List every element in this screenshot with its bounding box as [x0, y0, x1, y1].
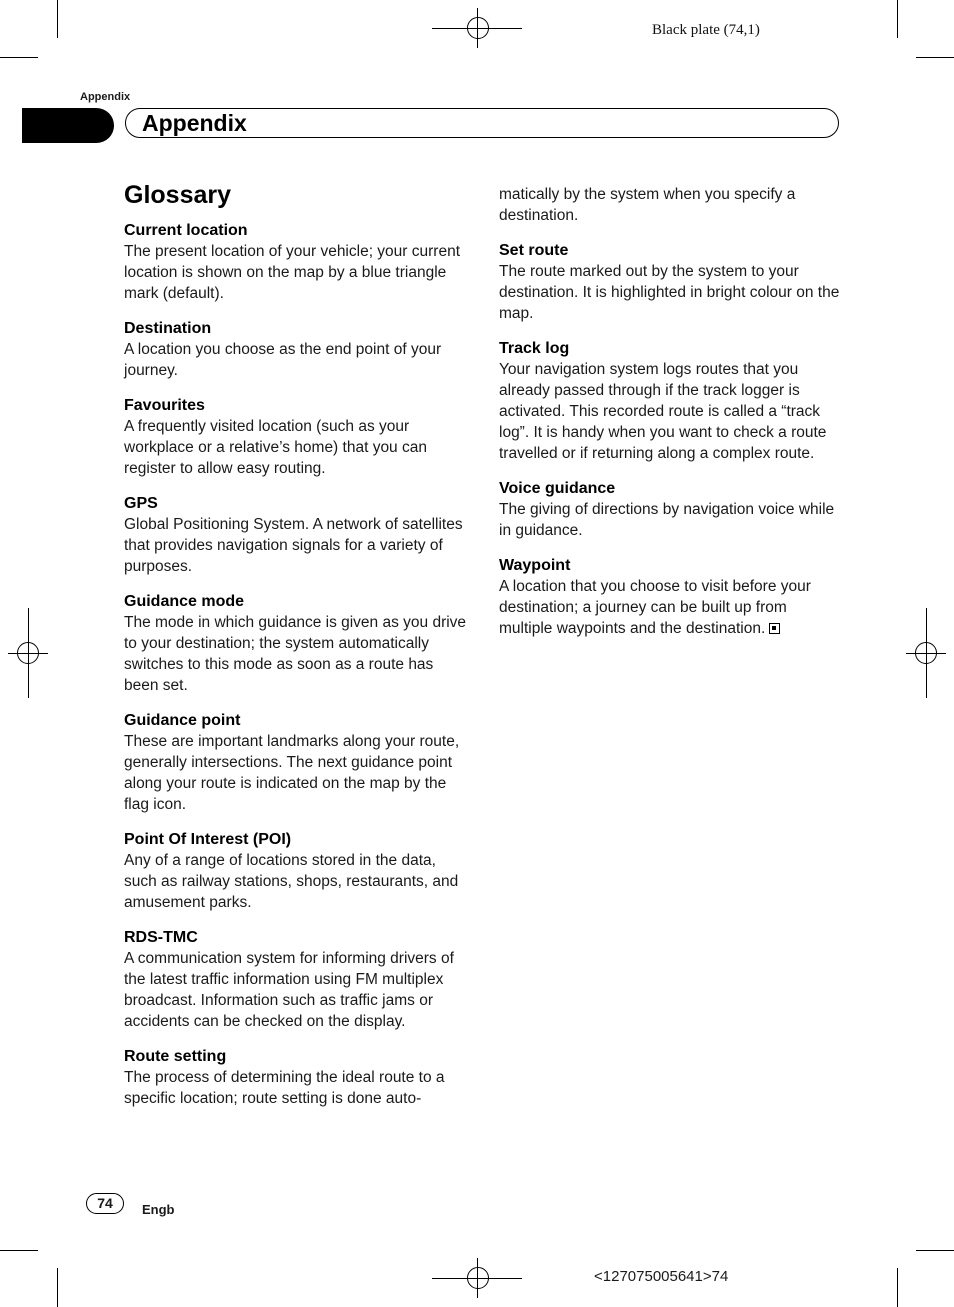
section-title: Appendix [142, 110, 247, 136]
glossary-definition: A communication system for informing drivers of the latest traffic information using FM multiplex broadcast. Information such as traffic jams or accidents can be checked on the display. [124, 950, 454, 1030]
glossary-entry [124, 829, 469, 913]
page-number: 74 [86, 1193, 124, 1214]
glossary-entry [124, 1046, 469, 1109]
glossary-definition: Your navigation system logs routes that you already passed through if the track logger is activated. This recorded route is called a “track log”. It is handy when you want to check a route travelled or if returning along a complex route. [499, 361, 827, 462]
glossary-definition: Any of a range of locations stored in the data, such as railway stations, shops, restaurants, and amusement parks. [124, 852, 459, 911]
glossary-definition-last [499, 576, 844, 639]
glossary-term: Point Of Interest (POI) [124, 831, 292, 848]
glossary-entry [124, 318, 469, 381]
plate-label: Black plate (74,1) [652, 22, 760, 38]
glossary-term: Track log [499, 340, 570, 357]
glossary-definition: The mode in which guidance is given as you drive to your destination; the system automatically switches to this mode as soon as a route has been set. [124, 614, 467, 694]
glossary-entry [124, 591, 469, 696]
glossary-term: Set route [499, 242, 569, 259]
section-tab [22, 108, 114, 143]
glossary-right-column [499, 184, 844, 653]
glossary-term: Favourites [124, 397, 205, 414]
glossary-entry [499, 555, 844, 639]
glossary-definition: The giving of directions by navigation voice while in guidance. [499, 501, 835, 539]
glossary-entry [124, 493, 469, 577]
glossary-definition: The route marked out by the system to your destination. It is highlighted in bright colour on the map. [499, 263, 840, 322]
glossary-definition: The present location of your vehicle; your current location is shown on the map by a blue triangle mark (default). [124, 243, 461, 302]
glossary-entry [124, 395, 469, 479]
page-title: Glossary [124, 181, 232, 209]
glossary-term: Guidance mode [124, 593, 245, 610]
glossary-term: RDS-TMC [124, 929, 198, 946]
glossary-definition: A location that you choose to visit before your destination; a journey can be built up from multiple waypoints and the destination. [499, 578, 811, 637]
glossary-definition: Global Positioning System. A network of satellites that provides navigation signals for a variety of purposes. [124, 516, 463, 575]
glossary-left-column [124, 220, 469, 1123]
glossary-definition: The process of determining the ideal route to a specific location; route setting is done auto- [124, 1069, 445, 1107]
glossary-definition: A frequently visited location (such as your workplace or a relative’s home) that you can register to allow easy routing. [124, 418, 427, 477]
language-code: Engb [142, 1202, 175, 1217]
glossary-term: Current location [124, 222, 248, 239]
document-code: <127075005641>74 [594, 1268, 729, 1285]
glossary-definition: These are important landmarks along your route, generally intersections. The next guidance point along your route is indicated on the map by the flag icon. [124, 733, 460, 813]
glossary-continuation: matically by the system when you specify a destination. [499, 186, 796, 224]
glossary-term: Guidance point [124, 712, 241, 729]
glossary-entry [499, 478, 844, 541]
running-header: Appendix [80, 91, 131, 103]
glossary-term: Waypoint [499, 557, 571, 574]
glossary-term: Destination [124, 320, 212, 337]
glossary-term: Voice guidance [499, 480, 616, 497]
glossary-entry [499, 240, 844, 324]
glossary-entry [499, 338, 844, 464]
glossary-definition: A location you choose as the end point of your journey. [124, 341, 442, 379]
glossary-term: GPS [124, 495, 158, 512]
glossary-term: Route setting [124, 1048, 227, 1065]
end-of-section-icon [769, 623, 780, 634]
glossary-entry [124, 220, 469, 304]
glossary-entry [124, 927, 469, 1032]
glossary-entry [124, 710, 469, 815]
